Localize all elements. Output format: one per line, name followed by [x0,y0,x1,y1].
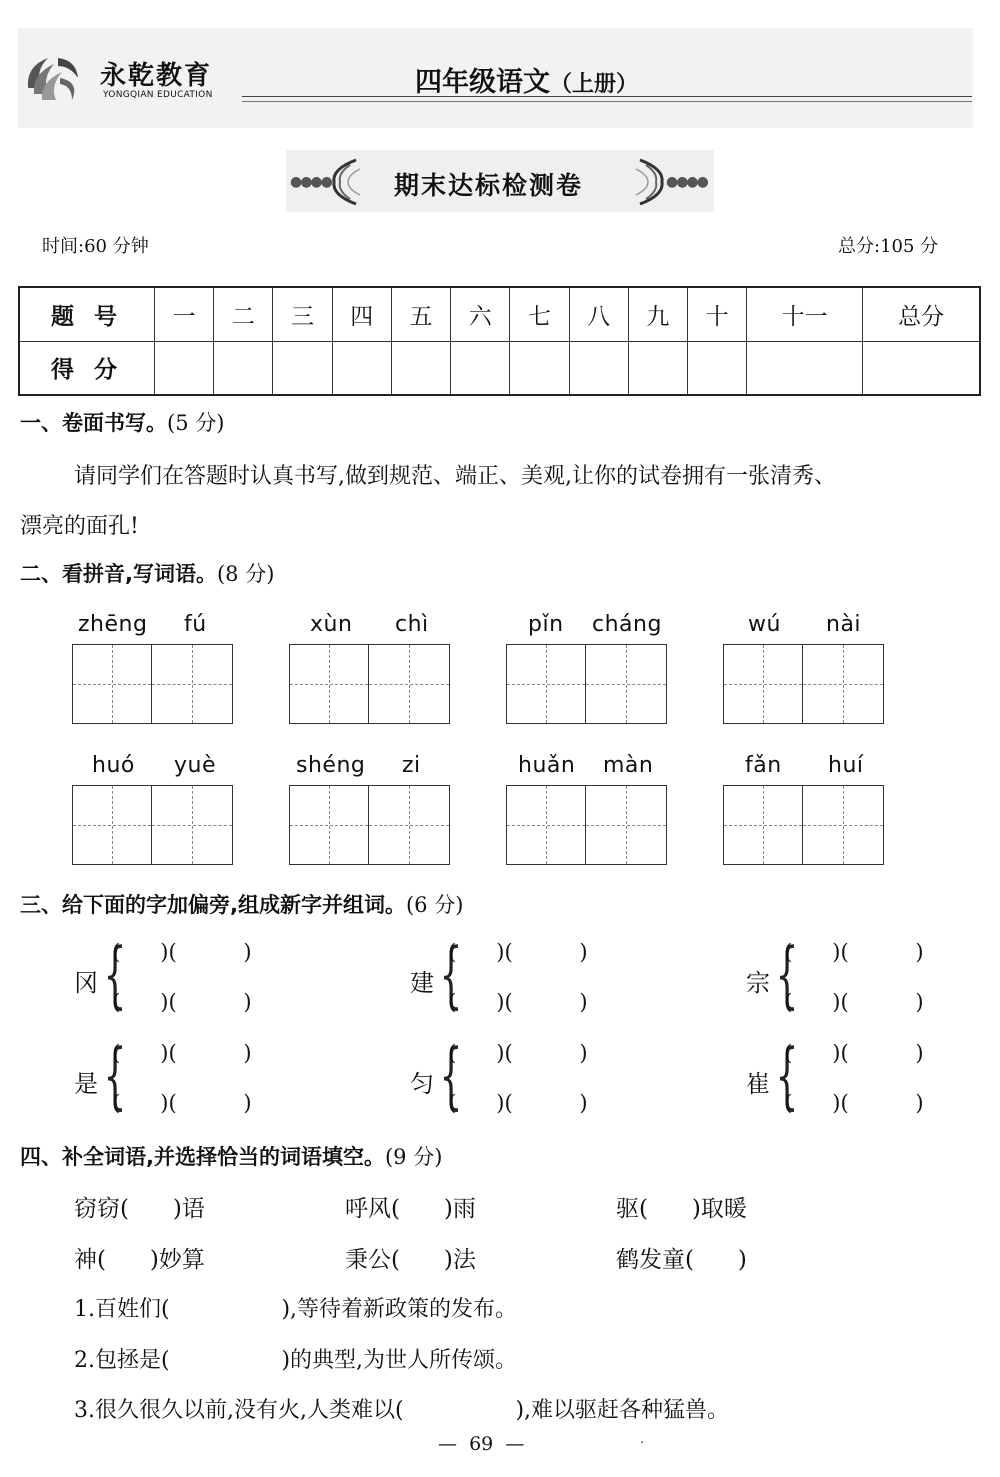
writing-grid[interactable] [72,785,233,865]
writing-cell[interactable] [506,785,586,865]
book-subject: 四年级语文 [415,67,550,98]
pinyin-syllable: huǎn [518,753,576,778]
pinyin-syllable: cháng [592,612,662,637]
writing-grid[interactable] [723,785,884,865]
writing-cell[interactable] [289,785,369,865]
section-3-title [20,889,463,919]
score-table-header-cell: 六 [451,287,510,341]
section-title-text: 三、给下面的字加偏旁,组成新字并组词。 [20,893,406,917]
score-cell[interactable] [391,341,450,395]
idiom-fill-item[interactable]: 鹤发童( ) [616,1247,747,1273]
idiom-fill-item[interactable]: 呼风( )雨 [345,1196,476,1222]
writing-cell[interactable] [369,644,450,724]
score-table-header-cell: 十 [687,287,746,341]
writing-cell[interactable] [803,644,884,724]
section-points: (9 分) [384,1145,443,1169]
score-cell[interactable] [863,341,980,395]
fill-question-1[interactable]: 1.百姓们( ),等待着新政策的发布。 [74,1297,518,1322]
decorative-dots-icon: ●●●● [666,174,707,190]
answer-blank-line[interactable]: ( )( ) [112,990,252,1014]
logo-swirl-icon [20,48,82,110]
answer-blank-line[interactable]: ( )( ) [448,1091,588,1115]
writing-grid[interactable] [506,785,667,865]
score-cell[interactable] [569,341,628,395]
pinyin-syllable: huó [92,753,135,778]
logo-english-name: YONGQIAN EDUCATION [103,90,213,100]
answer-blank-line[interactable]: ( )( ) [784,1041,924,1065]
score-cell[interactable] [155,341,214,395]
answer-blank-line[interactable]: ( )( ) [448,940,588,964]
section-4-title [20,1141,442,1171]
writing-cell[interactable] [586,785,667,865]
radical-base-char: 宗 [746,969,770,997]
section-title-text: 一、卷面书写。 [20,411,167,435]
writing-grid[interactable] [72,644,233,724]
exam-time: 时间:60 分钟 [42,236,149,257]
footer-dot: . [640,1432,644,1446]
writing-cell[interactable] [369,785,450,865]
decorative-dots-icon: ●●●● [290,174,331,190]
score-table-header-cell: 八 [569,287,628,341]
section-points: (6 分) [405,893,464,917]
score-table-header-cell: 二 [214,287,273,341]
score-cell[interactable] [451,341,510,395]
radical-base-char: 崔 [746,1070,770,1098]
answer-blank-line[interactable]: ( )( ) [784,990,924,1014]
idiom-fill-item[interactable]: 窃窃( )语 [74,1196,205,1222]
score-cell[interactable] [747,341,863,395]
score-table-header-cell: 九 [628,287,687,341]
pinyin-syllable: màn [603,753,654,778]
writing-cell[interactable] [723,785,803,865]
pinyin-syllable: pǐn [528,612,564,637]
writing-cell[interactable] [152,785,233,865]
exam-title: 期末达标检测卷 [394,171,584,200]
pinyin-syllable: fǎn [745,753,782,778]
writing-cell[interactable] [506,644,586,724]
radical-base-char: 匀 [410,1070,434,1098]
section-1-text-line: 漂亮的面孔! [20,514,139,539]
answer-blank-line[interactable]: ( )( ) [112,1091,252,1115]
writing-cell[interactable] [803,785,884,865]
brace-icon: { [103,1033,127,1117]
writing-cell[interactable] [152,644,233,724]
pinyin-syllable: yuè [174,753,216,778]
score-cell[interactable] [510,341,569,395]
section-points: (8 分) [216,562,275,586]
brace-icon: { [439,932,463,1016]
fill-question-3[interactable]: 3.很久很久以前,没有火,人类难以( ),难以驱赶各种猛兽。 [74,1398,730,1423]
score-table-header-cell: 四 [332,287,391,341]
brace-icon: { [103,932,127,1016]
section-title-text: 二、看拼音,写词语。 [20,562,217,586]
score-cell[interactable] [687,341,746,395]
section-1-text-line: 请同学们在答题时认真书写,做到规范、端正、美观,让你的试卷拥有一张清秀、 [74,464,836,489]
pinyin-syllable: zi [402,753,421,778]
header-rule [242,101,972,102]
score-table-header-cell: 三 [273,287,332,341]
fill-question-2[interactable]: 2.包拯是( )的典型,为世人所传颂。 [74,1348,518,1373]
score-cell[interactable] [628,341,687,395]
writing-grid[interactable] [289,644,450,724]
section-2-title [20,558,274,588]
section-points: (5 分) [167,411,225,435]
answer-blank-line[interactable]: ( )( ) [112,1041,252,1065]
writing-grid[interactable] [289,785,450,865]
brace-icon: { [439,1033,463,1117]
writing-cell[interactable] [289,644,369,724]
score-table-header-cell: 总分 [863,287,980,341]
pinyin-syllable: nài [826,612,862,637]
right-swirl-ornament-icon [634,157,670,207]
book-volume: （上册） [550,72,639,97]
score-table-header-cell: 五 [391,287,450,341]
book-title [415,60,638,99]
score-table-header-row [19,287,980,341]
brace-icon: { [775,1033,799,1117]
section-title-text: 四、补全词语,并选择恰当的词语填空。 [20,1145,385,1169]
writing-cell[interactable] [72,785,152,865]
score-cell[interactable] [214,341,273,395]
idiom-fill-item[interactable]: 神( )妙算 [74,1247,205,1273]
answer-blank-line[interactable]: ( )( ) [112,940,252,964]
answer-blank-line[interactable]: ( )( ) [784,940,924,964]
answer-blank-line[interactable]: ( )( ) [448,990,588,1014]
writing-grid[interactable] [506,644,667,724]
answer-blank-line[interactable]: ( )( ) [448,1041,588,1065]
logo-chinese-name: 永乾教育 [100,61,213,91]
page-number: — 69 — [438,1433,525,1455]
writing-cell[interactable] [723,644,803,724]
left-swirl-ornament-icon [326,157,362,207]
radical-base-char: 是 [74,1070,98,1098]
pinyin-syllable: zhēng [78,612,148,637]
radical-base-char: 冈 [74,969,98,997]
answer-blank-line[interactable]: ( )( ) [784,1091,924,1115]
score-table-header-cell: 七 [510,287,569,341]
writing-cell[interactable] [586,644,667,724]
pinyin-syllable: xùn [310,612,353,637]
radical-base-char: 建 [410,969,434,997]
writing-cell[interactable] [72,644,152,724]
idiom-fill-item[interactable]: 秉公( )法 [345,1247,476,1273]
score-table-header-cell: 一 [155,287,214,341]
pinyin-syllable: huí [828,753,864,778]
brace-icon: { [775,932,799,1016]
score-table-score-row [19,341,980,395]
pinyin-syllable: chì [395,612,429,637]
idiom-fill-item[interactable]: 驱( )取暖 [616,1196,747,1222]
score-table-row-label: 得 分 [19,341,155,395]
pinyin-syllable: shéng [296,753,366,778]
score-cell[interactable] [332,341,391,395]
exam-total-score: 总分:105 分 [838,236,939,257]
score-table-header-cell: 十一 [747,287,863,341]
score-table-header-cell: 题 号 [19,287,155,341]
pinyin-syllable: fú [184,612,207,637]
header-rule [242,96,972,97]
writing-grid[interactable] [723,644,884,724]
pinyin-syllable: wú [748,612,781,637]
section-1-title [20,407,224,437]
score-table [18,286,981,396]
score-cell[interactable] [273,341,332,395]
